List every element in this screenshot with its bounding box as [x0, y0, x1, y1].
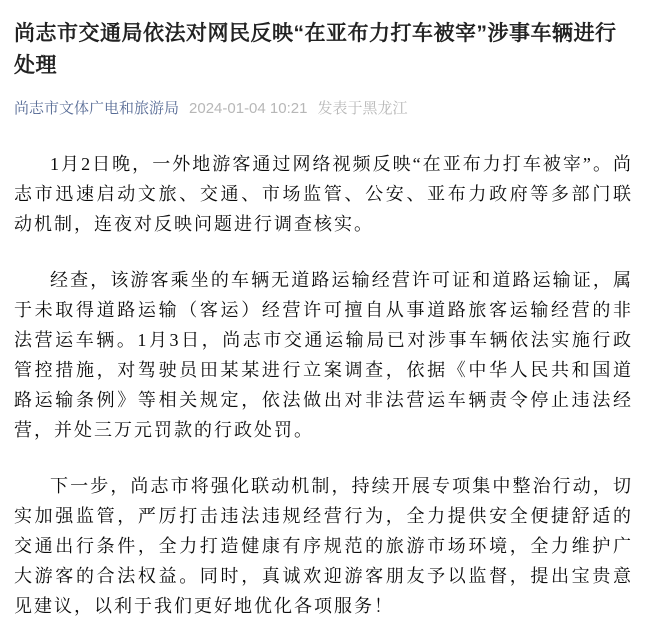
- paragraph: 下一步，尚志市将强化联动机制，持续开展专项集中整治行动，切实加强监管，严厉打击违法违规经营行为，全力提供安全便捷舒适的交通出行条件，全力打造健康有序规范的旅游市场环境，全力维护广大游客的合法权益。同时，真诚欢迎游客朋友予以监督，提出宝贵意见建议，以利于我们更好地优化各项服务！: [14, 476, 633, 616]
- article-title: 尚志市交通局依法对网民反映“在亚布力打车被宰”涉事车辆进行处理: [14, 22, 617, 77]
- article-body: [14, 149, 633, 621]
- publish-timestamp: 2024-01-04 10:21: [189, 100, 308, 117]
- article-meta: [14, 99, 633, 119]
- paragraph: 经查，该游客乘坐的车辆无道路运输经营许可证和道路运输证，属于未取得道路运输（客运）经营许可擅自从事道路旅客运输经营的非法营运车辆。1月3日，尚志市交通运输局已对涉事车辆依法实施行政管控措施，对驾驶员田某某进行立案调查，依据《中华人民共和国道路运输条例》等相关规定，依法做出对非法营运车辆责令停止违法经营，并处三万元罚款的行政处罚。: [14, 270, 633, 440]
- account-name-link[interactable]: 尚志市文体广电和旅游局: [14, 100, 180, 117]
- publish-location: 发表于黑龙江: [317, 100, 408, 117]
- paragraph: 1月2日晚，一外地游客通过网络视频反映“在亚布力打车被宰”。尚志市迅速启动文旅、交通、市场监管、公安、亚布力政府等多部门联动机制，连夜对反映问题进行调查核实。: [14, 154, 633, 234]
